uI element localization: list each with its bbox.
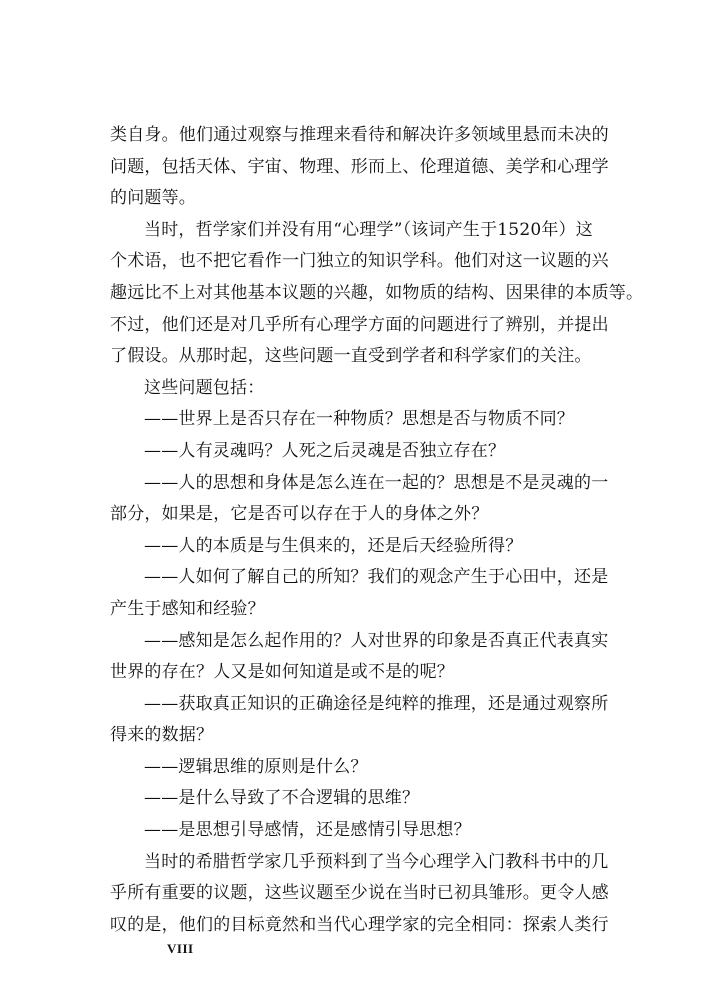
body-text bbox=[110, 120, 644, 941]
text-line: 世界的存在？人又是如何知道是或不是的呢？ bbox=[110, 662, 454, 683]
text-line: 得来的数据？ bbox=[110, 725, 214, 746]
text-line: 当时，哲学家们并没有用“心理学”（该词产生于1520年）这 bbox=[144, 219, 593, 240]
text-line: ——人有灵魂吗？人死之后灵魂是否独立存在？ bbox=[144, 440, 506, 461]
text-line: ——是什么导致了不合逻辑的思维？ bbox=[144, 788, 420, 809]
text-line: ——人的思想和身体是怎么连在一起的？思想是不是灵魂的一 bbox=[144, 472, 609, 493]
text-line: 不过，他们还是对几乎所有心理学方面的问题进行了辨别，并提出 bbox=[110, 314, 609, 335]
text-line: 了假设。从那时起，这些问题一直受到学者和科学家们的关注。 bbox=[110, 346, 592, 367]
text-line: ——是思想引导感情，还是感情引导思想？ bbox=[144, 820, 471, 841]
text-line: 类自身。他们通过观察与推理来看待和解决许多领域里悬而未决的 bbox=[110, 125, 609, 145]
text-line: 乎所有重要的议题，这些议题至少说在当时已初具雏形。更令人感 bbox=[110, 883, 609, 904]
text-line: 叹的是，他们的目标竟然和当代心理学家的完全相同：探索人类行 bbox=[110, 914, 609, 935]
text-line: 问题，包括天体、宇宙、物理、形而上、伦理道德、美学和心理学 bbox=[110, 156, 609, 177]
text-line: 这些问题包括： bbox=[144, 377, 265, 398]
text-line: ——人如何了解自己的所知？我们的观念产生于心田中，还是 bbox=[144, 567, 609, 588]
text-line: 趣远比不上对其他基本议题的兴趣，如物质的结构、因果律的本质等。 bbox=[110, 282, 644, 303]
text-line: ——感知是怎么起作用的？人对世界的印象是否真正代表真实 bbox=[144, 630, 609, 651]
text-line: ——逻辑思维的原则是什么？ bbox=[144, 756, 368, 777]
text-line: ——获取真正知识的正确途径是纯粹的推理，还是通过观察所 bbox=[144, 693, 609, 714]
text-line: 个术语，也不把它看作一门独立的知识学科。他们对这一议题的兴 bbox=[110, 251, 609, 272]
text-line: ——世界上是否只存在一种物质？思想是否与物质不同？ bbox=[144, 409, 574, 430]
text-line: 的问题等。 bbox=[110, 188, 196, 209]
page-number: VIII bbox=[167, 941, 194, 956]
text-line: ——人的本质是与生俱来的，还是后天经验所得？ bbox=[144, 535, 523, 556]
text-line: 当时的希腊哲学家几乎预料到了当今心理学入门教科书中的几 bbox=[144, 851, 609, 872]
text-line: 产生于感知和经验？ bbox=[110, 598, 265, 619]
text-line: 部分，如果是，它是否可以存在于人的身体之外？ bbox=[110, 504, 489, 525]
